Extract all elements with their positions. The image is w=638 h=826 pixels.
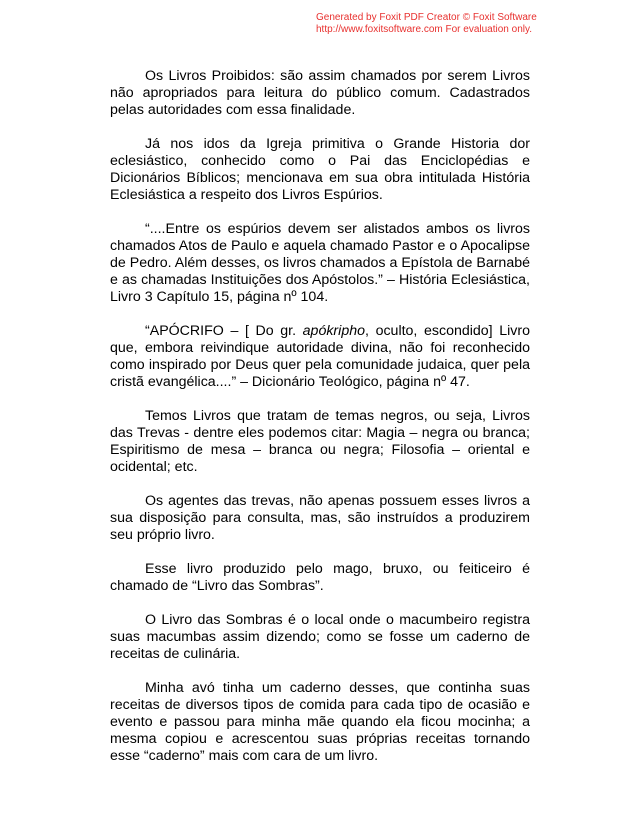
- paragraph-7: Esse livro produzido pelo mago, bruxo, ou feiticeiro é chamado de “Livro das Sombras”.: [110, 561, 530, 594]
- document-body: [110, 68, 530, 765]
- watermark-line-1: Generated by Foxit PDF Creator © Foxit Software: [316, 12, 537, 23]
- paragraph-6: Os agentes das trevas, não apenas possuem esses livros a sua disposição para consulta, mas, são instruídos a produzirem seu próprio livro.: [110, 493, 530, 543]
- watermark-line-2: http://www.foxitsoftware.com For evaluation only.: [316, 23, 533, 35]
- paragraph-1: Os Livros Proibidos: são assim chamados por serem Livros não apropriados para leitura do público comum. Cadastrados pelas autoridades com essa finalidade.: [110, 68, 530, 118]
- paragraph-4: [110, 323, 530, 391]
- paragraph-4-rest: , oculto, escondido] Livro que, embora reivindique autoridade divina, não foi reconhecido como inspirado por Deus quer pela comunidade judaica, quer pela cristã evangélica....” – Dicionário Teológico, página nº 47.: [110, 323, 530, 390]
- paragraph-4-lead: “APÓCRIFO – [ Do gr.: [145, 323, 303, 339]
- paragraph-8: O Livro das Sombras é o local onde o macumbeiro registra suas macumbas assim dizendo; como se fosse um caderno de receitas de culinária.: [110, 612, 530, 662]
- foxit-watermark: [316, 12, 537, 35]
- paragraph-5: Temos Livros que tratam de temas negros, ou seja, Livros das Trevas - dentre eles podemos citar: Magia – negra ou branca; Espiritismo de mesa – branca ou negra; Filosofia – oriental e ocidental; etc.: [110, 408, 530, 475]
- paragraph-2: Já nos idos da Igreja primitiva o Grande Historia dor eclesiástico, conhecido como o Pai das Enciclopédias e Dicionários Bíblicos; mencionava em sua obra intitulada História Eclesiástica a respeito dos Livros Espúrios.: [110, 136, 530, 203]
- paragraph-9: Minha avó tinha um caderno desses, que continha suas receitas de diversos tipos de comida para cada tipo de ocasião e evento e passou para minha mãe quando ela ficou mocinha; a mesma copiou e acrescentou suas próprias receitas tornando esse “caderno” mais com cara de um livro.: [110, 680, 530, 764]
- paragraph-4-greek-term: apókripho: [302, 323, 365, 339]
- paragraph-3: “....Entre os espúrios devem ser alistados ambos os livros chamados Atos de Paulo e aquela chamado Pastor e o Apocalipse de Pedro. Além desses, os livros chamados a Epístola de Barnabé e as chamadas Instituições dos Apóstolos.” – História Eclesiástica, Livro 3 Capítulo 15, página nº 104.: [110, 221, 530, 305]
